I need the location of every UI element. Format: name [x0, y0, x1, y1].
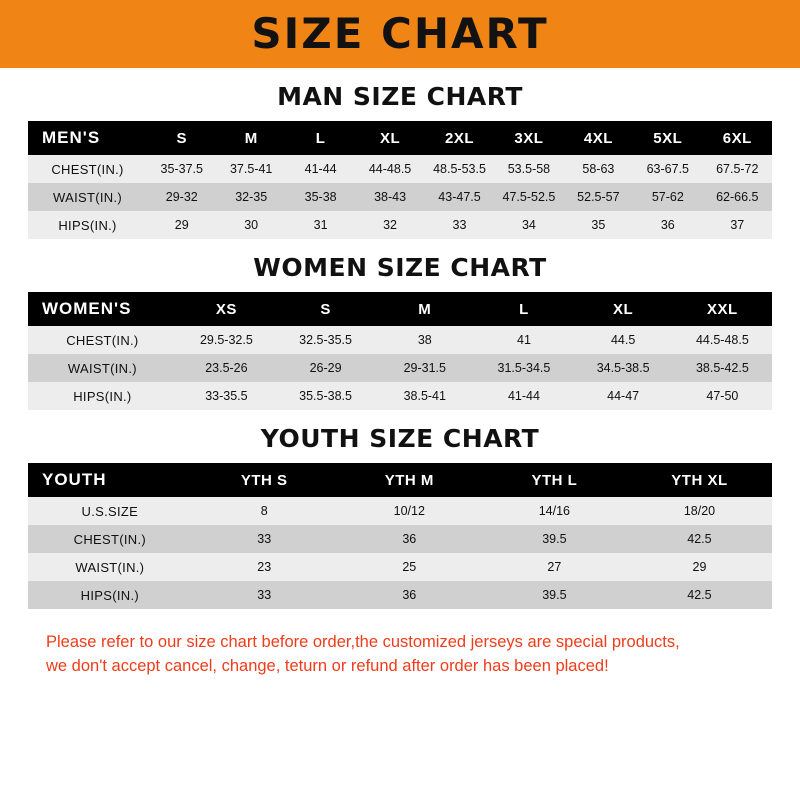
cell: 33: [257, 588, 272, 602]
table-row: [28, 183, 772, 211]
cell: 36: [402, 532, 417, 546]
cell: 29: [692, 560, 707, 574]
cell: 8: [260, 504, 268, 518]
table-row: [28, 354, 772, 382]
women-header-s: S: [276, 292, 375, 326]
section-title-men: MAN SIZE CHART: [277, 82, 523, 111]
men-header-4xl: 4XL: [564, 121, 633, 155]
cell: 38.5-41: [403, 389, 446, 403]
cell: 48.5-53.5: [433, 162, 486, 176]
men-header-s: S: [147, 121, 216, 155]
table-row: [28, 553, 772, 581]
table-row: [28, 326, 772, 354]
youth-table-body: [28, 497, 772, 609]
row-label: WAIST(IN.): [67, 360, 137, 376]
row-label: U.S.SIZE: [81, 503, 139, 519]
cell: 44-47: [607, 389, 640, 403]
cell: 39.5: [542, 532, 567, 546]
table-row: [28, 211, 772, 239]
men-header-2xl: 2XL: [425, 121, 494, 155]
women-header-label: WOMEN'S: [28, 292, 177, 326]
men-table-body: [28, 155, 772, 239]
cell: 35: [591, 218, 606, 232]
cell: 63-67.5: [646, 162, 690, 176]
cell: 18/20: [683, 504, 716, 518]
men-header-3xl: 3XL: [494, 121, 563, 155]
men-table-header: [28, 121, 772, 155]
row-label: WAIST(IN.): [53, 189, 122, 205]
men-header-xl: XL: [355, 121, 424, 155]
cell: 67.5-72: [716, 162, 759, 176]
table-row: [28, 497, 772, 525]
cell: 37: [730, 218, 745, 232]
row-label: HIPS(IN.): [58, 217, 117, 233]
cell: 33: [452, 218, 467, 232]
cell: 29: [174, 218, 189, 232]
cell: 37.5-41: [229, 162, 273, 176]
cell: 25: [402, 560, 417, 574]
women-size-table: [28, 292, 772, 410]
cell: 38-43: [374, 190, 407, 204]
cell: 34.5-38.5: [596, 361, 650, 375]
cell: 33-35.5: [205, 389, 248, 403]
cell: 35.5-38.5: [299, 389, 352, 403]
youth-table-header: [28, 463, 772, 497]
page-header-bar: [0, 0, 800, 68]
table-header-row: [28, 292, 772, 326]
table-row: [28, 155, 772, 183]
page-title: SIZE CHART: [251, 9, 549, 58]
cell: 42.5: [687, 532, 712, 546]
men-header-5xl: 5XL: [633, 121, 702, 155]
women-table-header: [28, 292, 772, 326]
youth-header-m: YTH M: [337, 463, 482, 497]
cell: 32: [383, 218, 398, 232]
cell: 36: [660, 218, 675, 232]
row-label: CHEST(IN.): [66, 332, 139, 348]
row-label: CHEST(IN.): [73, 531, 146, 547]
section-title-women: WOMEN SIZE CHART: [253, 253, 547, 282]
cell: 33: [257, 532, 272, 546]
women-header-l: L: [474, 292, 573, 326]
cell: 27: [547, 560, 562, 574]
footer-note-line1: Please refer to our size chart before order,the customized jerseys are special products,: [46, 633, 680, 651]
cell: 36: [402, 588, 417, 602]
cell: 44-48.5: [368, 162, 412, 176]
footer-note: [28, 615, 772, 679]
men-header-label: MEN'S: [28, 121, 147, 155]
cell: 38: [417, 333, 432, 347]
cell: 41-44: [304, 162, 337, 176]
cell: 29-32: [165, 190, 198, 204]
cell: 43-47.5: [438, 190, 481, 204]
women-table-body: [28, 326, 772, 410]
cell: 44.5-48.5: [695, 333, 749, 347]
youth-header-label: YOUTH: [28, 463, 192, 497]
youth-header-l: YTH L: [482, 463, 627, 497]
cell: 58-63: [582, 162, 615, 176]
cell: 30: [244, 218, 259, 232]
youth-header-s: YTH S: [192, 463, 337, 497]
men-header-6xl: 6XL: [703, 121, 772, 155]
section-title-youth: YOUTH SIZE CHART: [260, 424, 540, 453]
cell: 26-29: [309, 361, 342, 375]
men-size-table: [28, 121, 772, 239]
row-label: WAIST(IN.): [75, 559, 145, 575]
cell: 38.5-42.5: [695, 361, 749, 375]
cell: 41: [517, 333, 531, 347]
cell: 23: [257, 560, 272, 574]
cell: 57-62: [651, 190, 684, 204]
men-header-m: M: [216, 121, 285, 155]
cell: 34: [521, 218, 536, 232]
cell: 32.5-35.5: [299, 333, 352, 347]
row-label: CHEST(IN.): [51, 161, 124, 177]
cell: 39.5: [542, 588, 567, 602]
youth-header-xl: YTH XL: [627, 463, 772, 497]
youth-size-table: [28, 463, 772, 609]
cell: 10/12: [393, 504, 425, 518]
cell: 42.5: [687, 588, 712, 602]
cell: 31: [313, 218, 328, 232]
cell: 31.5-34.5: [497, 361, 551, 375]
cell: 14/16: [538, 504, 570, 518]
table-header-row: [28, 121, 772, 155]
table-row: [28, 581, 772, 609]
cell: 44.5: [610, 333, 636, 347]
row-label: HIPS(IN.): [80, 587, 139, 603]
chart-content: [0, 68, 800, 679]
cell: 23.5-26: [205, 361, 248, 375]
cell: 32-35: [235, 190, 268, 204]
cell: 35-37.5: [160, 162, 203, 176]
table-row: [28, 525, 772, 553]
row-label: HIPS(IN.): [73, 388, 132, 404]
cell: 62-66.5: [716, 190, 759, 204]
cell: 52.5-57: [577, 190, 620, 204]
cell: 47.5-52.5: [502, 190, 556, 204]
table-row: [28, 382, 772, 410]
women-header-xxl: XXL: [673, 292, 772, 326]
cell: 41-44: [507, 389, 540, 403]
cell: 47-50: [706, 389, 739, 403]
women-header-m: M: [375, 292, 474, 326]
cell: 53.5-58: [507, 162, 551, 176]
women-header-xl: XL: [574, 292, 673, 326]
cell: 35-38: [304, 190, 337, 204]
men-header-l: L: [286, 121, 355, 155]
table-header-row: [28, 463, 772, 497]
cell: 29.5-32.5: [199, 333, 253, 347]
footer-note-line2: we don't accept cancel, change, teturn or refund after order has been placed!: [46, 656, 609, 675]
cell: 29-31.5: [403, 361, 446, 375]
women-header-xs: XS: [177, 292, 276, 326]
